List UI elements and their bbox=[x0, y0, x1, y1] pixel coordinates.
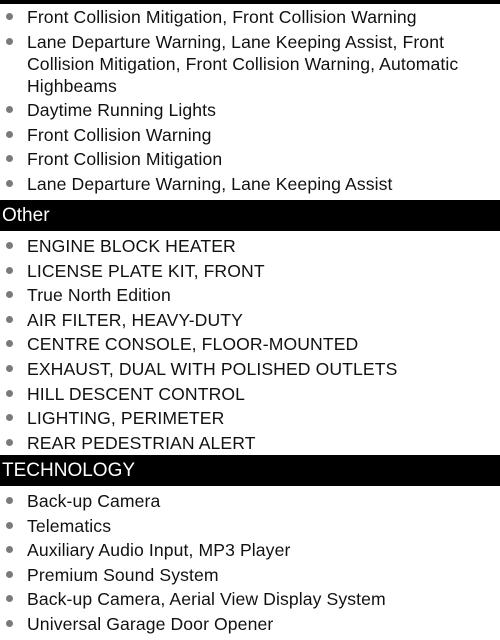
bullet-icon bbox=[6, 242, 13, 249]
bullet-icon bbox=[6, 414, 13, 421]
list-item bbox=[0, 31, 500, 97]
list-item bbox=[0, 432, 500, 454]
list-item-text: Front Collision Warning bbox=[27, 124, 212, 145]
list-item bbox=[0, 613, 500, 635]
bullet-icon bbox=[6, 131, 13, 138]
bullet-icon bbox=[6, 571, 13, 578]
section-heading-other: Other bbox=[0, 200, 500, 231]
list-item-text: Lane Departure Warning, Lane Keeping Assist, Front Collision Mitigation, Front Collision Warning, Automatic Highbeams bbox=[27, 31, 459, 96]
list-item bbox=[0, 588, 500, 610]
bullet-icon bbox=[6, 267, 13, 274]
bullet-icon bbox=[6, 13, 13, 20]
list-item bbox=[0, 490, 500, 512]
bullet-icon bbox=[6, 497, 13, 504]
section-heading-technology: TECHNOLOGY bbox=[0, 455, 500, 486]
list-item bbox=[0, 407, 500, 429]
list-item-text: Front Collision Mitigation, Front Collision Warning bbox=[27, 7, 417, 27]
list-item bbox=[0, 383, 500, 405]
bullet-icon bbox=[6, 390, 13, 397]
list-item bbox=[0, 124, 500, 146]
list-item-text: True North Edition bbox=[27, 285, 171, 306]
bullet-icon bbox=[6, 522, 13, 529]
list-item-text: LIGHTING, PERIMETER bbox=[27, 408, 225, 429]
list-item bbox=[0, 358, 500, 380]
list-item-text: Universal Garage Door Opener bbox=[27, 613, 274, 634]
list-item-text: EXHAUST, DUAL WITH POLISHED OUTLETS bbox=[27, 358, 398, 379]
list-item-text: Telematics bbox=[27, 515, 112, 536]
bullet-icon bbox=[6, 365, 13, 372]
list-item-text: AIR FILTER, HEAVY-DUTY bbox=[27, 309, 243, 330]
list-item bbox=[0, 284, 500, 306]
list-item bbox=[0, 333, 500, 355]
list-item bbox=[0, 235, 500, 257]
technology-feature-list bbox=[0, 490, 500, 638]
other-feature-list bbox=[0, 235, 500, 456]
list-item bbox=[0, 539, 500, 561]
list-item bbox=[0, 6, 500, 28]
bullet-icon bbox=[6, 38, 13, 45]
bullet-icon bbox=[6, 620, 13, 627]
bullet-icon bbox=[6, 340, 13, 347]
list-item-text: Back-up Camera, Aerial View Display System bbox=[27, 589, 386, 610]
list-item bbox=[0, 173, 500, 195]
top-divider bbox=[0, 0, 500, 4]
bullet-icon bbox=[6, 595, 13, 602]
list-item-text: ENGINE BLOCK HEATER bbox=[27, 236, 236, 256]
list-item bbox=[0, 99, 500, 121]
list-item bbox=[0, 309, 500, 331]
list-item bbox=[0, 515, 500, 537]
bullet-icon bbox=[6, 155, 13, 162]
list-item-text: REAR PEDESTRIAN ALERT bbox=[27, 432, 256, 453]
bullet-icon bbox=[6, 180, 13, 187]
list-item bbox=[0, 260, 500, 282]
list-item-text: Daytime Running Lights bbox=[27, 100, 216, 121]
list-item-text: Premium Sound System bbox=[27, 564, 219, 585]
list-item-text: HILL DESCENT CONTROL bbox=[27, 383, 246, 404]
list-item-text: LICENSE PLATE KIT, FRONT bbox=[27, 260, 265, 281]
list-item bbox=[0, 148, 500, 170]
list-item-text: Front Collision Mitigation bbox=[27, 149, 223, 170]
safety-feature-list bbox=[0, 6, 500, 198]
bullet-icon bbox=[6, 291, 13, 298]
list-item-text: Lane Departure Warning, Lane Keeping Assist bbox=[27, 173, 393, 194]
list-item-text: CENTRE CONSOLE, FLOOR-MOUNTED bbox=[27, 334, 359, 355]
list-item bbox=[0, 564, 500, 586]
list-item-text: Back-up Camera bbox=[27, 491, 161, 511]
bullet-icon bbox=[6, 316, 13, 323]
bullet-icon bbox=[6, 106, 13, 113]
bullet-icon bbox=[6, 546, 13, 553]
list-item-text: Auxiliary Audio Input, MP3 Player bbox=[27, 540, 291, 561]
bullet-icon bbox=[6, 439, 13, 446]
